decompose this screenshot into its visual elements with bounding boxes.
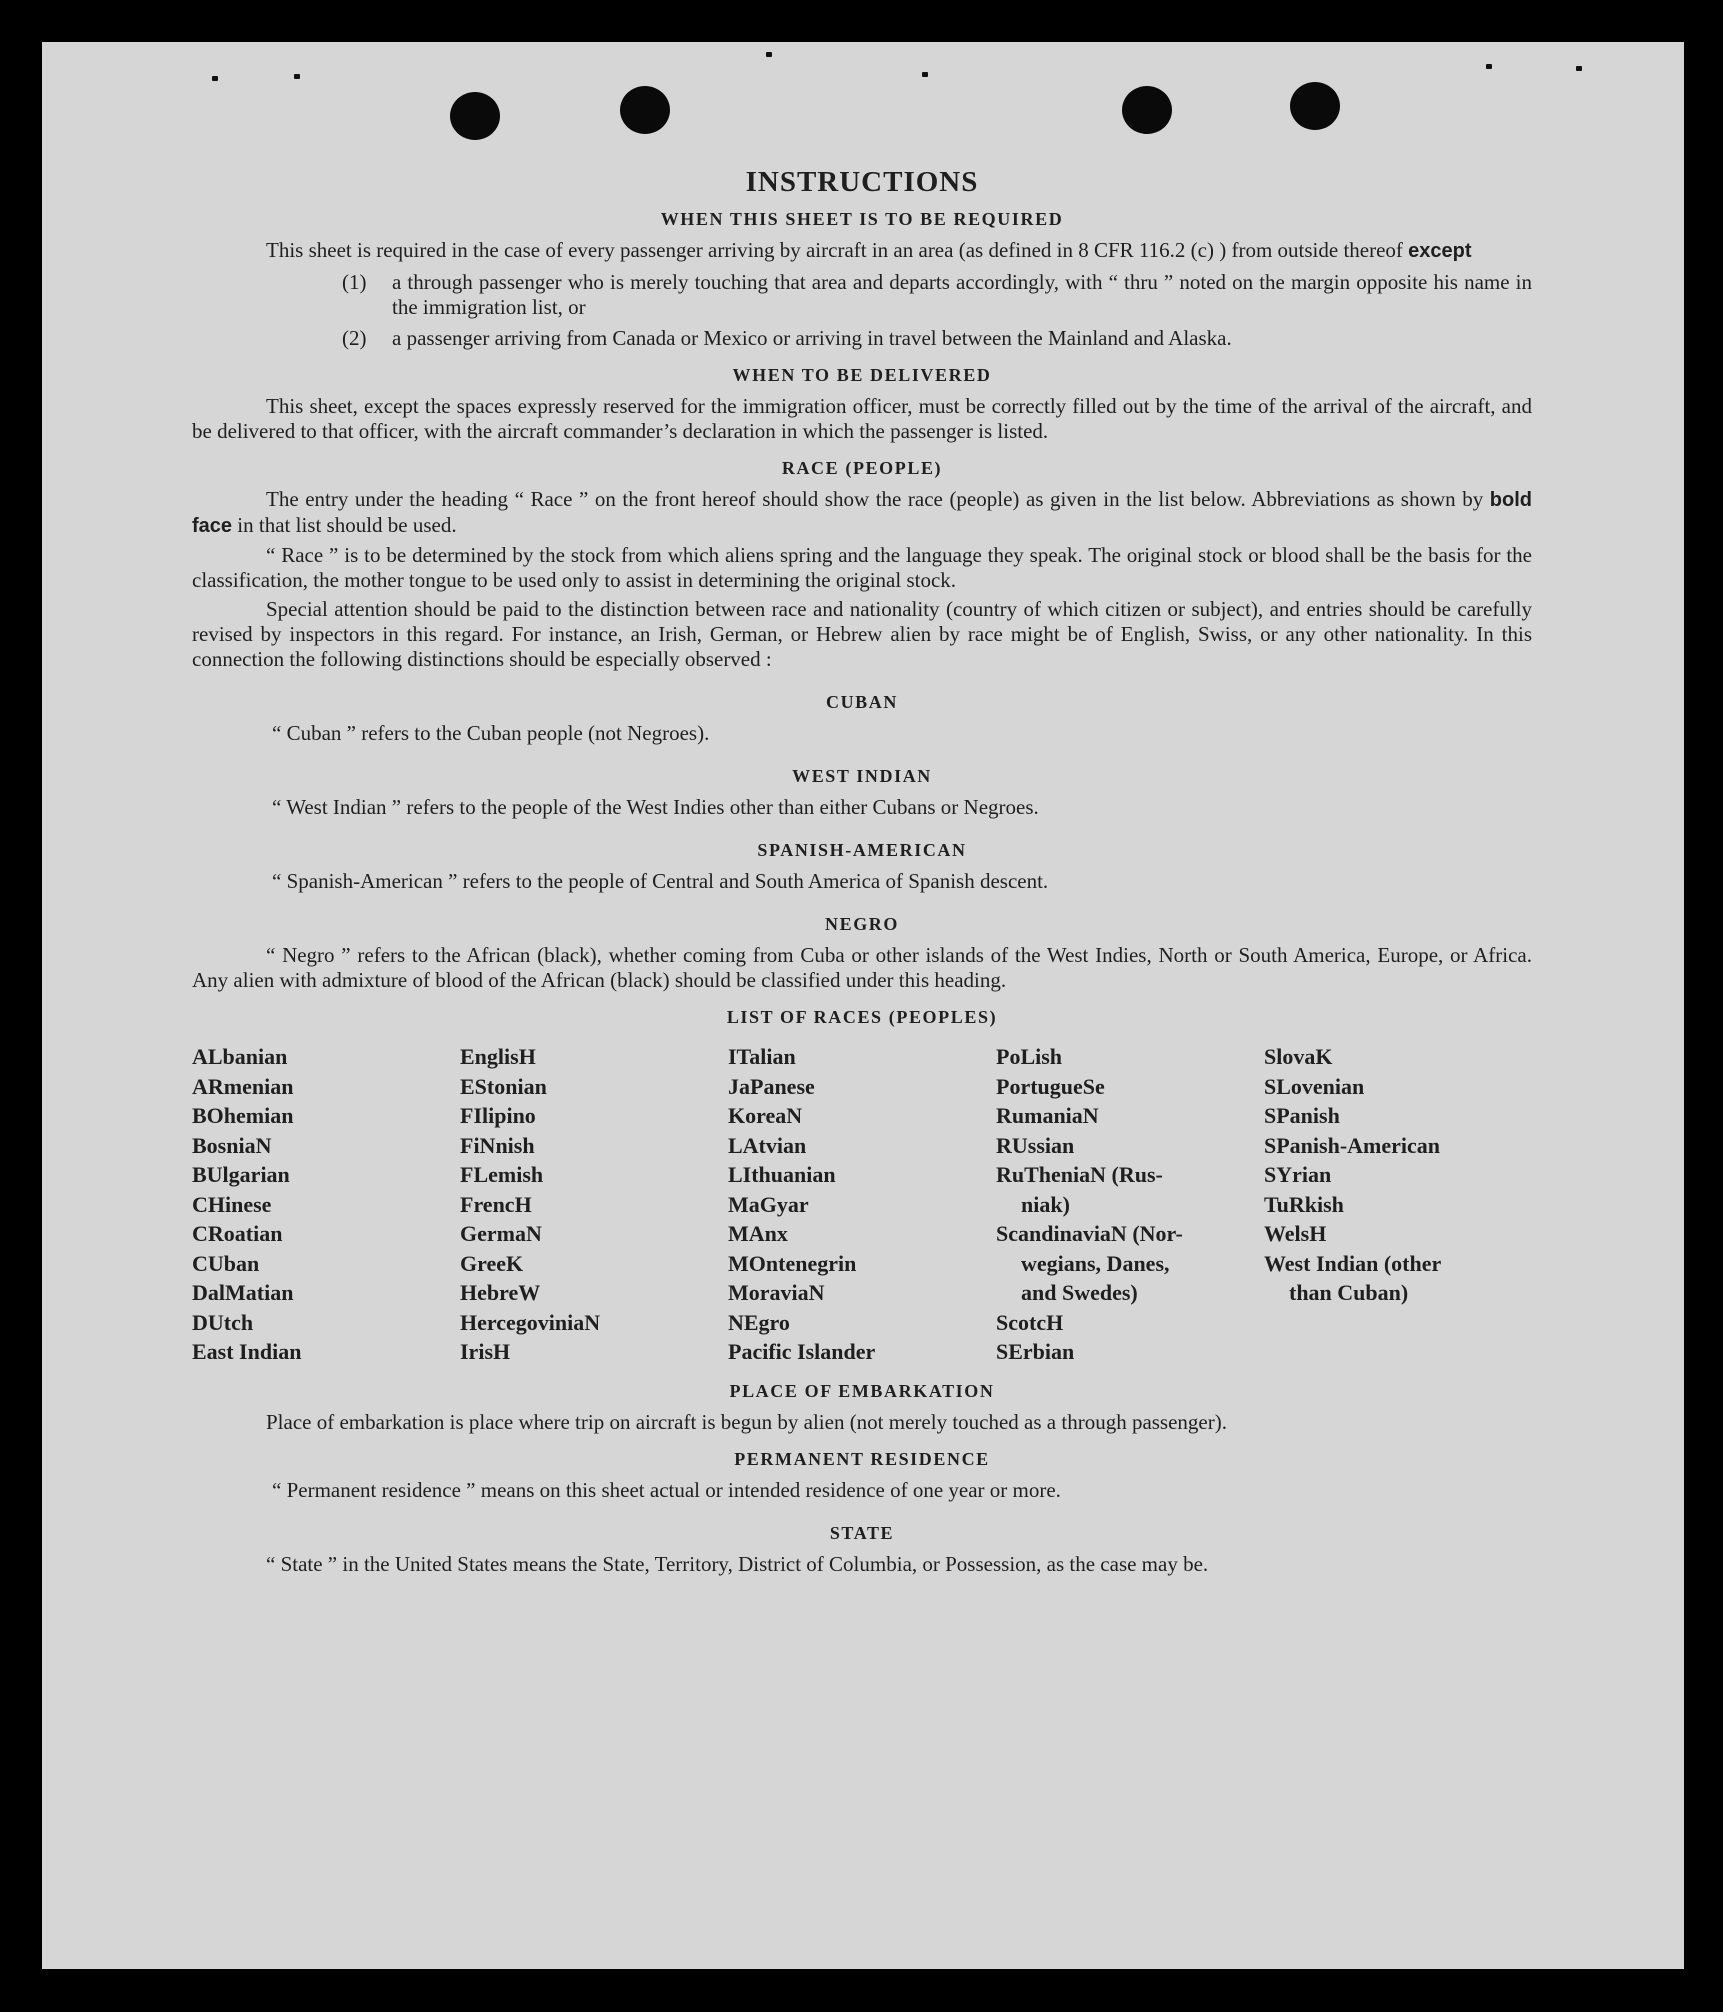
race-entry-continued: niak): [1021, 1191, 1070, 1217]
section-heading-when-delivered: WHEN TO BE DELIVERED: [732, 365, 992, 385]
when-required-intro: [192, 238, 1532, 264]
speck-mark: [1486, 64, 1492, 69]
section-heading-west-indian: WEST INDIAN: [792, 766, 932, 786]
race-entry: FIlipino: [460, 1103, 536, 1128]
race-entry: SYrian: [1264, 1162, 1332, 1187]
punch-hole: [620, 86, 670, 134]
section-heading-residence: PERMANENT RESIDENCE: [734, 1448, 990, 1469]
section-heading-cuban: CUBAN: [825, 692, 898, 712]
race-entry: SLovenian: [1264, 1073, 1365, 1099]
race-entry: RUssian: [996, 1132, 1075, 1158]
bold-face-keyword: bold face: [192, 489, 1533, 537]
speck-mark: [1576, 66, 1582, 71]
race-entry-continued: and Swedes): [1021, 1280, 1138, 1305]
instructions-content: [192, 166, 1533, 1577]
item-number: (1): [342, 270, 367, 294]
race-entry: HercegoviniaN: [460, 1309, 601, 1335]
race-entry: DUtch: [192, 1309, 254, 1335]
race-entry: RuTheniaN (Rus-: [996, 1162, 1163, 1187]
speck-mark: [294, 74, 300, 79]
except-keyword: except: [1408, 240, 1472, 262]
race-entry: GermaN: [460, 1221, 542, 1246]
embarkation-text: Place of embarkation is place where trip on aircraft is begun by alien (not merely touched as a through passenger).: [266, 1409, 1227, 1434]
race-entry: BOhemian: [192, 1103, 294, 1128]
race-entry: MoraviaN: [728, 1280, 825, 1305]
race-entry: PortugueSe: [996, 1073, 1105, 1099]
race-paragraph-3: Special attention should be paid to the distinction between race and nationality (country of which citizen or subject), and entries should be carefully revised by inspectors in this regard. For instance, an Irish, German, or Hebrew alien by race might be of English, Swiss, or any other nationality. In this connection the following distinctions should be especially observed :: [192, 597, 1532, 671]
race-entry: ScandinaviaN (Nor-: [996, 1221, 1183, 1246]
race-entry: LAtvian: [728, 1132, 807, 1158]
section-heading-embarkation: PLACE OF EMBARKATION: [729, 1380, 995, 1401]
races-column-4: [996, 1042, 1264, 1367]
race-entry: ScotcH: [996, 1309, 1064, 1335]
speck-mark: [922, 72, 928, 77]
races-column-5: [1264, 1042, 1494, 1367]
section-heading-negro: NEGRO: [824, 914, 899, 934]
west-indian-text: “ West Indian ” refers to the people of the West Indies other than either Cubans or Negroes.: [272, 795, 1039, 819]
race-entry: BosniaN: [192, 1132, 272, 1158]
race-entry: CHinese: [192, 1191, 272, 1217]
race-entry: East Indian: [192, 1339, 302, 1364]
race-p1-text-end: in that list should be used.: [237, 513, 457, 537]
when-delivered-text: This sheet, except the spaces expressly reserved for the immigration officer, must be correctly filled out by the time of the arrival of the aircraft, and be delivered to that officer, with the aircraft commander’s declaration in which the passenger is listed.: [192, 394, 1532, 443]
negro-text: “ Negro ” refers to the African (black), whether coming from Cuba or other islands of the West Indies, North or South America, Europe, or Africa. Any alien with admixture of blood of the African (black) should be classified under this heading.: [192, 943, 1532, 992]
race-paragraph-2: “ Race ” is to be determined by the stock from which aliens spring and the language they speak. The original stock or blood shall be the basis for the classification, the mother tongue to be used only to assist in determining the original stock.: [192, 543, 1532, 592]
race-entry: BUlgarian: [192, 1162, 290, 1187]
punch-hole: [450, 92, 500, 140]
item-number: (2): [342, 326, 367, 350]
race-entry: MAnx: [728, 1221, 788, 1246]
section-heading-when-required: WHEN THIS SHEET IS TO BE REQUIRED: [660, 209, 1064, 229]
page-title: INSTRUCTIONS: [745, 166, 979, 198]
race-entry: DalMatian: [192, 1280, 294, 1305]
section-heading-race: RACE (PEOPLE): [781, 458, 943, 478]
punch-hole: [1122, 86, 1172, 134]
races-list: [192, 1042, 1532, 1367]
race-entry: HebreW: [460, 1280, 541, 1305]
race-entry: SPanish-American: [1264, 1132, 1440, 1158]
race-entry: CUban: [192, 1250, 260, 1276]
race-entry: SErbian: [996, 1339, 1075, 1364]
race-entry: IrisH: [460, 1339, 511, 1364]
race-entry: MOntenegrin: [728, 1250, 857, 1276]
residence-text: “ Permanent residence ” means on this sheet actual or intended residence of one year or more.: [272, 1477, 1061, 1502]
race-entry: LIthuanian: [728, 1162, 836, 1187]
race-entry: West Indian (other: [1264, 1250, 1442, 1276]
speck-mark: [766, 52, 772, 57]
race-entry: Pacific Islander: [728, 1339, 876, 1364]
race-entry: SlovaK: [1264, 1044, 1333, 1069]
when-required-text: This sheet is required in the case of every passenger arriving by aircraft in an area (as defined in 8 CFR 116.2 (c) ) from outside thereof: [266, 238, 1403, 262]
race-entry: PoLish: [996, 1044, 1063, 1069]
section-heading-list-of-races: LIST OF RACES (PEOPLES): [726, 1007, 998, 1027]
cuban-text: “ Cuban ” refers to the Cuban people (not Negroes).: [272, 721, 710, 745]
spanish-american-text: “ Spanish-American ” refers to the people of Central and South America of Spanish descent.: [272, 869, 1049, 893]
race-entry: ITalian: [728, 1044, 796, 1069]
item-text: a through passenger who is merely touching that area and departs accordingly, with “ thru ” noted on the margin opposite his name in the immigration list, or: [392, 270, 1532, 319]
race-entry-continued: than Cuban): [1289, 1280, 1409, 1305]
race-entry: GreeK: [460, 1250, 524, 1276]
race-paragraph-1: [192, 487, 1532, 539]
document-page: [42, 42, 1684, 1969]
race-entry: ARmenian: [192, 1073, 294, 1099]
race-entry: EStonian: [460, 1073, 547, 1099]
race-entry-continued: wegians, Danes,: [1021, 1250, 1170, 1276]
race-entry: KoreaN: [728, 1103, 803, 1128]
race-entry: FiNnish: [460, 1132, 535, 1158]
exception-item-1: [192, 270, 1532, 320]
punch-hole: [1290, 82, 1340, 130]
race-entry: JaPanese: [728, 1073, 815, 1099]
races-column-2: [460, 1042, 728, 1367]
state-text: “ State ” in the United States means the State, Territory, District of Columbia, or Possession, as the case may be.: [266, 1551, 1209, 1576]
races-column-1: [192, 1042, 460, 1367]
race-p1-text: The entry under the heading “ Race ” on the front hereof should show the race (people) as given in the list below. Abbreviations as shown by: [266, 487, 1484, 511]
speck-mark: [212, 76, 218, 81]
section-heading-state: STATE: [829, 1522, 895, 1543]
item-text: a passenger arriving from Canada or Mexico or arriving in travel between the Mainland and Alaska.: [392, 326, 1232, 350]
race-entry: FrencH: [460, 1191, 532, 1217]
races-column-3: [728, 1042, 996, 1367]
race-entry: WelsH: [1264, 1221, 1327, 1246]
race-entry: ALbanian: [192, 1044, 288, 1069]
race-entry: CRoatian: [192, 1221, 283, 1246]
race-entry: NEgro: [728, 1309, 790, 1335]
race-entry: SPanish: [1264, 1103, 1340, 1128]
race-entry: FLemish: [460, 1162, 544, 1187]
section-heading-spanish-american: SPANISH-AMERICAN: [757, 840, 967, 860]
race-entry: EnglisH: [460, 1044, 536, 1069]
race-entry: TuRkish: [1264, 1191, 1344, 1217]
race-entry: MaGyar: [728, 1191, 809, 1217]
race-entry: RumaniaN: [996, 1103, 1099, 1128]
exception-item-2: [192, 326, 1532, 351]
